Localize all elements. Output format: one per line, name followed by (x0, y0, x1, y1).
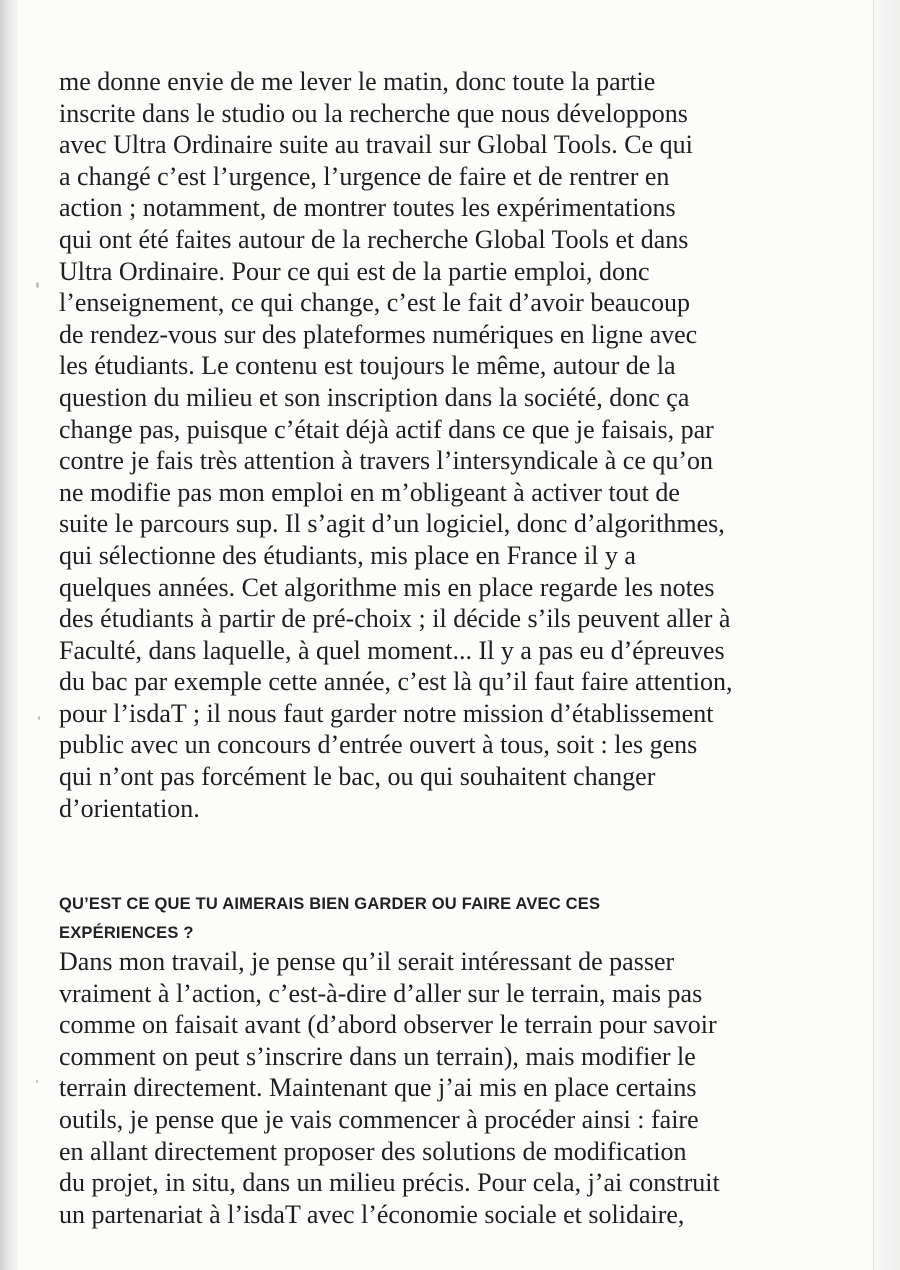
text-line: Ultra Ordinaire. Pour ce qui est de la partie emploi, donc (59, 256, 650, 286)
text-line: suite le parcours sup. Il s’agit d’un logiciel, donc d’algorithmes, (59, 509, 725, 539)
text-line: qui ont été faites autour de la recherche Global Tools et dans (59, 224, 689, 254)
text-line: du bac par exemple cette année, c’est là qu’il faut faire attention, (59, 667, 733, 697)
text-line: d’orientation. (59, 793, 200, 823)
text-line: public avec un concours d’entrée ouvert à tous, soit : les gens (59, 730, 698, 760)
page-right-edge (873, 0, 900, 1270)
text-line: pour l’isdaT ; il nous faut garder notre mission d’établissement (59, 698, 714, 728)
scan-speck (38, 716, 40, 720)
text-line: les étudiants. Le contenu est toujours le même, autour de la (59, 351, 676, 381)
text-line: des étudiants à partir de pré-choix ; il décide s’ils peuvent aller à (59, 604, 731, 634)
text-line: un partenariat à l’isdaT avec l’économie sociale et solidaire, (59, 1199, 685, 1229)
text-line: qui sélectionne des étudiants, mis place en France il y a (59, 540, 636, 570)
text-line: me donne envie de me lever le matin, donc toute la partie (59, 67, 656, 96)
scan-speck (36, 1080, 38, 1083)
text-line: de rendez-vous sur des plateformes numériques en ligne avec (59, 319, 698, 349)
interview-question-heading (59, 890, 759, 948)
text-line: avec Ultra Ordinaire suite au travail sur Global Tools. Ce qui (59, 130, 693, 160)
text-line: quelques années. Cet algorithme mis en place regarde les notes (59, 572, 715, 602)
text-line: contre je fais très attention à travers l’intersyndicale à ce qu’on (59, 446, 714, 476)
text-line: vraiment à l’action, c’est-à-dire d’aller sur le terrain, mais pas (59, 978, 703, 1008)
text-line: en allant directement proposer des solutions de modification (59, 1136, 687, 1166)
page-gutter-shadow (0, 0, 18, 1270)
text-line: inscrite dans le studio ou la recherche que nous développons (59, 98, 688, 128)
body-paragraph-1 (59, 66, 799, 824)
text-line: terrain directement. Maintenant que j’ai mis en place certains (59, 1073, 697, 1103)
text-line: question du milieu et son inscription dans la société, donc ça (59, 382, 690, 412)
text-line: Dans mon travail, je pense qu’il serait intéressant de passer (59, 947, 675, 976)
text-line: outils, je pense que je vais commencer à procéder ainsi : faire (59, 1104, 699, 1134)
text-line: comment on peut s’inscrire dans un terrain), mais modifier le (59, 1041, 696, 1071)
text-line: comme on faisait avant (d’abord observer le terrain pour savoir (59, 1010, 717, 1040)
text-line: Faculté, dans laquelle, à quel moment... Il y a pas eu d’épreuves (59, 635, 725, 665)
scan-speck (36, 282, 39, 288)
question-line: QU’EST CE QUE TU AIMERAIS BIEN GARDER OU FAIRE AVEC CES (59, 895, 601, 913)
body-paragraph-2 (59, 946, 799, 1230)
text-line: action ; notamment, de montrer toutes les expérimentations (59, 193, 676, 223)
text-line: l’enseignement, ce qui change, c’est le fait d’avoir beaucoup (59, 288, 690, 318)
question-line: EXPÉRIENCES ? (59, 924, 194, 942)
text-line: change pas, puisque c’était déjà actif dans ce que je faisais, par (59, 414, 714, 444)
text-line: du projet, in situ, dans un milieu précis. Pour cela, j’ai construit (59, 1168, 720, 1198)
text-line: a changé c’est l’urgence, l’urgence de faire et de rentrer en (59, 161, 670, 191)
text-line: qui n’ont pas forcément le bac, ou qui souhaitent changer (59, 762, 656, 792)
text-line: ne modifie pas mon emploi en m’obligeant à activer tout de (59, 477, 680, 507)
